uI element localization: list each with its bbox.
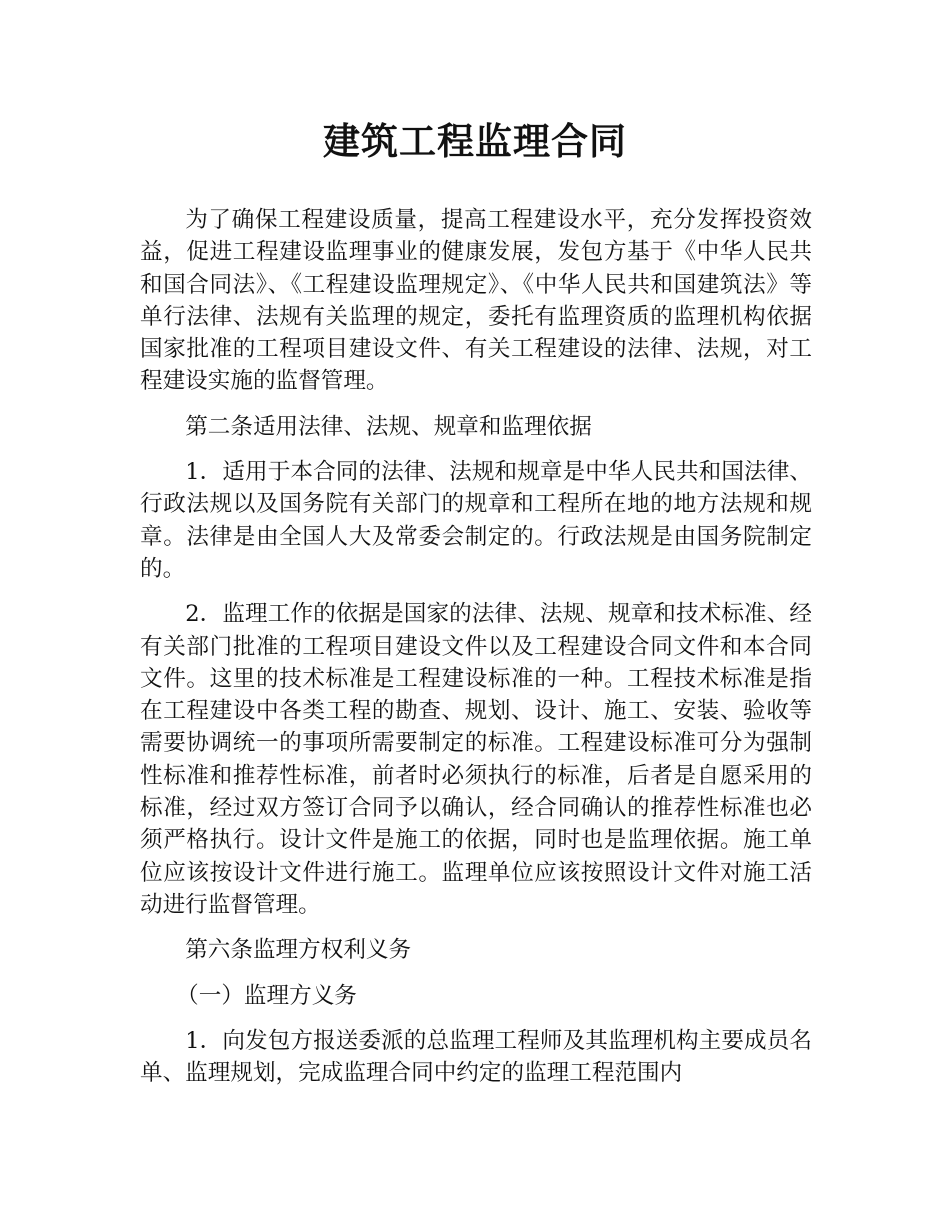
article-2-clause-2: 2．监理工作的依据是国家的法律、法规、规章和技术标准、经有关部门批准的工程项目建设文件以及工程建设合同文件和本合同文件。这里的技术标准是工程建设标准的一种。工程技术标准是指在工程建设中各类工程的勘查、规划、设计、施工、安装、验收等需要协调统一的事项所需要制定的标准。工程建设标准可分为强制性标准和推荐性标准，前者时必须执行的标准，后者是自愿采用的标准，经过双方签订合同予以确认，经合同确认的推荐性标准也必须严格执行。设计文件是施工的依据，同时也是监理依据。施工单位应该按设计文件进行施工。监理单位应该按照设计文件对施工活动进行监督管理。 (140, 601, 812, 918)
article-2-heading: 第二条适用法律、法规、规章和监理依据 (185, 413, 592, 440)
article-2-clause-1: 1．适用于本合同的法律、法规和规章是中华人民共和国法律、行政法规以及国务院有关部门的规章和工程所在地的地方法规和规章。法律是由全国人大及常委会制定的。行政法规是由国务院制定的。 (140, 459, 812, 582)
intro-paragraph: 为了确保工程建设质量，提高工程建设水平，充分发挥投资效益，促进工程建设监理事业的健康发展，发包方基于《中华人民共和国合同法》、《工程建设监理规定》、《中华人民共和国建筑法》等单行法律、法规有关监理的规定，委托有监理资质的监理机构依据国家批准的工程项目建设文件、有关工程建设的法律、法规，对工程建设实施的监督管理。 (140, 207, 812, 395)
document-title: 建筑工程监理合同 (323, 120, 627, 163)
article-6-heading: 第六条监理方权利义务 (185, 937, 412, 964)
section-1-heading: （一）监理方义务 (176, 982, 357, 1009)
section-1-clause-1: 1．向发包方报送委派的总监理工程师及其监理机构主要成员名单、监理规划，完成监理合同中约定的监理工程范围内 (140, 1027, 812, 1087)
document-body (140, 204, 812, 1089)
